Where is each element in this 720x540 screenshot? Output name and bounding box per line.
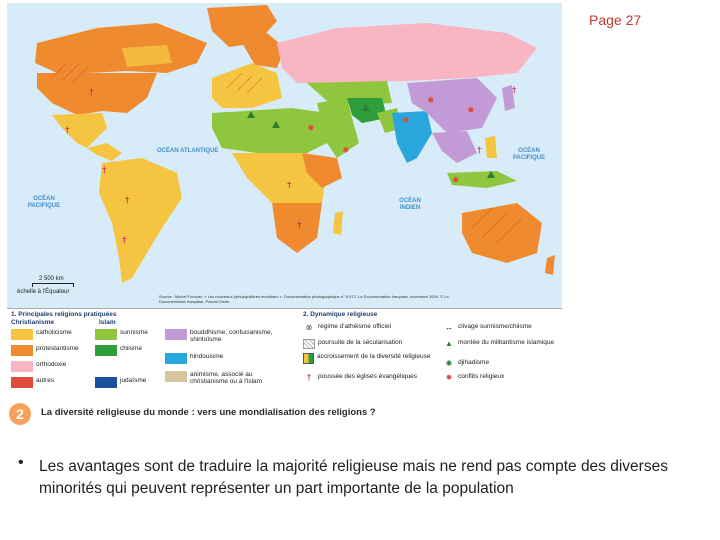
svg-text:✸: ✸ bbox=[402, 116, 410, 126]
svg-text:†: † bbox=[287, 181, 292, 191]
legend-label: sunnisme bbox=[120, 329, 148, 336]
legend-label: bouddhisme, confucianisme, shintoïsme bbox=[190, 329, 273, 343]
legend-item-judaisme bbox=[95, 377, 160, 388]
scale-distance: 2 500 km bbox=[39, 276, 64, 282]
swatch-sunnisme bbox=[95, 329, 117, 340]
ocean-label-pacifique-east: OCÉAN PACIFIQUE bbox=[512, 148, 546, 161]
australia-region bbox=[462, 203, 542, 263]
legend-label: hindouisme bbox=[190, 353, 224, 360]
svg-text:✸: ✸ bbox=[452, 176, 460, 186]
scale-bar bbox=[32, 283, 74, 287]
usa-region bbox=[37, 73, 157, 115]
swatch-judaisme bbox=[95, 377, 117, 388]
swatch-protestantisme bbox=[11, 345, 33, 356]
atheism-icon: ⊗ bbox=[305, 323, 313, 332]
caption-number: 2 bbox=[9, 403, 31, 425]
svg-text:✸: ✸ bbox=[342, 146, 350, 156]
swatch-orthodoxie bbox=[11, 361, 33, 372]
legend-section1-title: 1. Principales religions pratiquées bbox=[11, 311, 117, 318]
legend-item-secularisation bbox=[303, 339, 438, 349]
legend-label: poursuite de la sécularisation bbox=[318, 339, 403, 346]
cross-icon: † bbox=[306, 373, 312, 382]
ocean-label-indien: OCÉAN INDIEN bbox=[399, 198, 421, 211]
new-zealand-region bbox=[545, 255, 555, 275]
arabia-region bbox=[322, 118, 359, 158]
swatch-chiisme bbox=[95, 345, 117, 356]
madagascar-region bbox=[333, 211, 343, 235]
legend-label: animisme, associé au christianisme ou à l'islam bbox=[190, 371, 263, 385]
svg-text:†: † bbox=[297, 221, 302, 231]
legend-item-animisme bbox=[165, 371, 290, 385]
legend-christianisme-title: Christianisme bbox=[11, 319, 54, 326]
legend-label: poussée des églises évangéliques bbox=[318, 373, 418, 380]
scale-note: échelle à l'Équateur bbox=[17, 289, 70, 295]
legend-item-orthodoxie bbox=[11, 361, 124, 372]
legend-label: chiisme bbox=[120, 345, 143, 352]
legend-label: orthodoxie bbox=[36, 361, 67, 368]
swatch-hindouisme bbox=[165, 353, 187, 364]
bullet-text: Les avantages sont de traduire la majorité religieuse mais ne rend pas compte des diverses minorités qui peuvent représenter un part importante de la population bbox=[39, 458, 668, 497]
legend-item-chiisme bbox=[95, 345, 160, 356]
legend-islam-title: Islam bbox=[99, 319, 116, 326]
bullet-icon: • bbox=[18, 454, 24, 471]
mexico-region bbox=[52, 113, 107, 148]
swatch-bouddhisme bbox=[165, 329, 187, 340]
page-number: Page 27 bbox=[589, 12, 642, 28]
world-religions-map bbox=[7, 3, 562, 308]
legend-label: clivage sunnisme/chiisme bbox=[458, 323, 532, 330]
svg-text:†: † bbox=[102, 166, 107, 176]
canada-region bbox=[35, 23, 207, 73]
svg-text:†: † bbox=[122, 236, 127, 246]
legend-section2-title: 2. Dynamique religieuse bbox=[303, 311, 378, 318]
legend-item-clivage bbox=[443, 323, 558, 333]
legend-label: montée du militantisme islamique bbox=[458, 339, 555, 346]
india-region bbox=[392, 111, 432, 163]
svg-text:✸: ✸ bbox=[307, 124, 315, 134]
legend-item-atheisme bbox=[303, 323, 438, 333]
svg-text:†: † bbox=[477, 146, 482, 156]
russia-region bbox=[277, 23, 537, 83]
europe-west-region bbox=[212, 63, 282, 108]
legend-item-militantisme bbox=[443, 339, 558, 349]
map-figure bbox=[7, 3, 562, 428]
svg-text:†: † bbox=[125, 196, 130, 206]
map-source: Source : Michel Foucher, « Les nouveaux (dés)équilibres mondiaux », Documentation photographique n° 8 072, La Documentation française, novembre 2009. © La Documentation française, Pascal Orcier. bbox=[159, 294, 449, 304]
figure-caption bbox=[7, 401, 562, 428]
swatch-animisme bbox=[165, 371, 187, 382]
philippines-region bbox=[485, 136, 497, 158]
legend-label: catholicisme bbox=[36, 329, 72, 336]
ocean-label-pacifique-west: OCÉAN PACIFIQUE bbox=[27, 196, 61, 209]
legend-label: régime d'athéisme officiel bbox=[318, 323, 392, 330]
map-scale bbox=[17, 275, 74, 296]
legend-item-sunnisme bbox=[95, 329, 160, 340]
legend-label: accroissement de la diversité religieuse bbox=[317, 353, 431, 360]
explosion-icon: ✸ bbox=[445, 373, 453, 382]
svg-text:✸: ✸ bbox=[467, 106, 475, 116]
triangle-icon: ▲ bbox=[445, 339, 453, 348]
svg-text:†: † bbox=[512, 86, 517, 96]
legend-label: conflits religieux bbox=[458, 373, 505, 380]
svg-text:✸: ✸ bbox=[427, 96, 435, 106]
central-america-region bbox=[87, 143, 122, 161]
legend-item-evangeliques bbox=[303, 373, 438, 383]
star-icon: ✺ bbox=[445, 359, 453, 368]
svg-text:†: † bbox=[89, 88, 94, 98]
legend-label: djihadisme bbox=[458, 359, 490, 366]
ocean-label-atlantique: OCÉAN ATLANTIQUE bbox=[157, 148, 219, 154]
southeast-asia-region bbox=[432, 131, 477, 163]
double-arrow-icon: ↔ bbox=[445, 323, 453, 332]
caption-text: La diversité religieuse du monde : vers une mondialisation des religions ? bbox=[41, 407, 376, 418]
map-drawing bbox=[7, 3, 562, 308]
svg-text:†: † bbox=[65, 126, 70, 136]
legend-item-diversite bbox=[303, 353, 437, 364]
legend-item-hindouisme bbox=[165, 353, 290, 364]
legend-label: autres bbox=[36, 377, 55, 384]
legend-label: judaïsme bbox=[120, 377, 147, 384]
swatch-autres bbox=[11, 377, 33, 388]
legend bbox=[7, 308, 562, 402]
diversity-icon bbox=[303, 353, 314, 364]
south-america-region bbox=[99, 158, 182, 283]
north-africa-region bbox=[212, 108, 337, 153]
legend-item-conflits bbox=[443, 373, 558, 383]
legend-label: protestantisme bbox=[36, 345, 79, 352]
legend-item-djihadisme bbox=[443, 359, 558, 369]
hatch-icon bbox=[303, 339, 315, 349]
legend-item-bouddhisme bbox=[165, 329, 290, 343]
swatch-catholicisme bbox=[11, 329, 33, 340]
